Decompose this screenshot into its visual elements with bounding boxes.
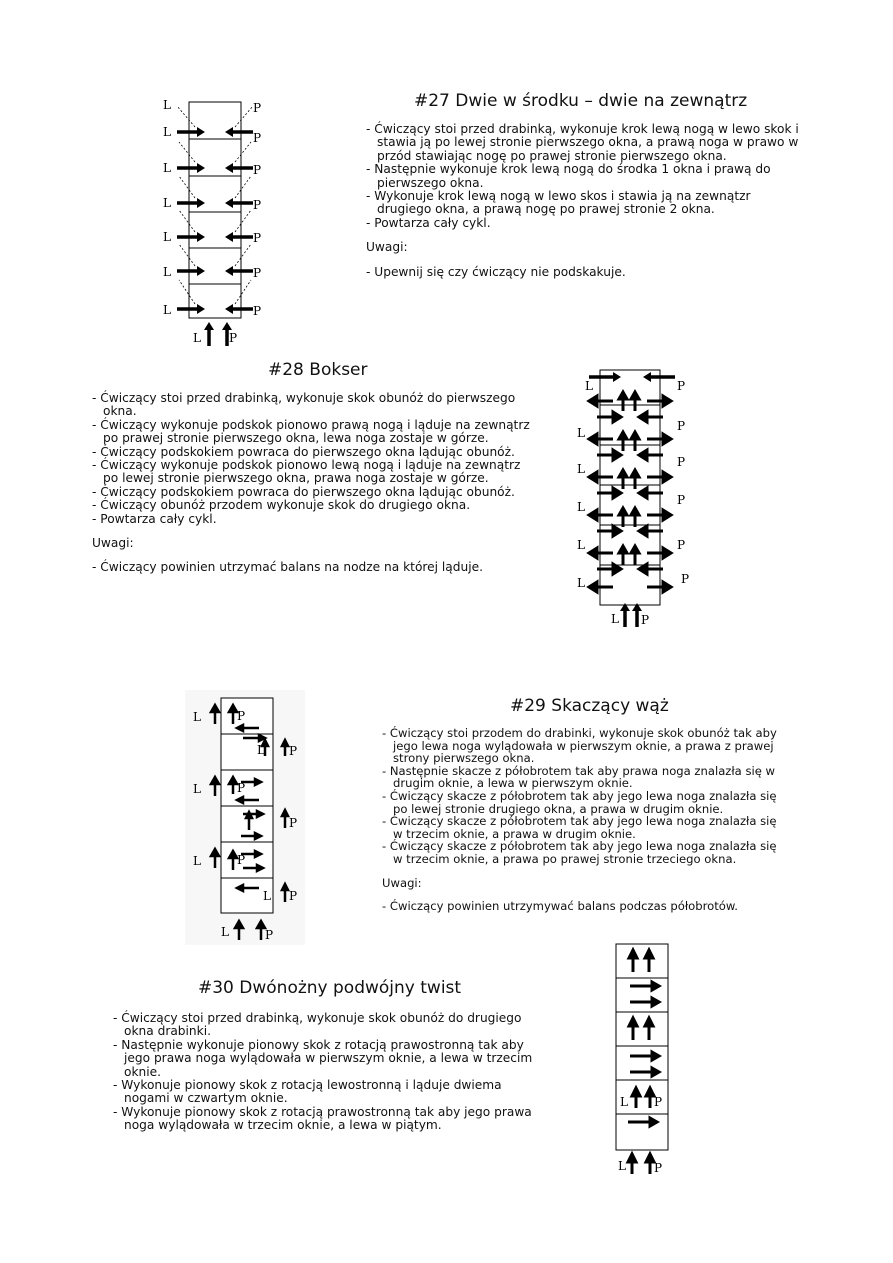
list-item: - Następnie wykonuje krok lewą nogą do środka 1 okna i prawą do pierwszego okna.	[366, 163, 806, 190]
section-27-notes	[366, 266, 806, 279]
list-item: - Ćwiczący wykonuje podskok pionowo lewą nogą i ląduje na zewnątrz po lewej stronie pierwszego okna, prawa noga zostaje w górze.	[92, 459, 532, 486]
svg-text:P: P	[253, 101, 262, 115]
svg-text:P: P	[237, 853, 246, 867]
svg-text:L: L	[193, 854, 201, 868]
svg-text:P: P	[289, 744, 298, 758]
svg-text:P: P	[641, 613, 650, 627]
svg-text:L: L	[193, 782, 201, 796]
svg-text:L: L	[577, 426, 585, 440]
svg-text:P: P	[229, 331, 238, 345]
svg-text:L: L	[257, 743, 265, 757]
ladder-diagram-29	[185, 690, 305, 945]
svg-text:L: L	[163, 98, 171, 112]
section-30-steps	[113, 1012, 548, 1133]
list-item: - Powtarza cały cykl.	[92, 513, 532, 526]
figure-29	[185, 690, 305, 945]
list-item: - Upewnij się czy ćwiczący nie podskakuje.	[366, 266, 806, 279]
svg-text:P: P	[654, 1161, 663, 1175]
list-item: - Ćwiczący skacze z półobrotem tak aby jego lewa noga znalazła się w trzecim oknie, a prawa po prawej stronie trzeciego okna.	[382, 840, 787, 865]
section-28-steps	[92, 392, 532, 526]
svg-text:P: P	[289, 816, 298, 830]
svg-text:L: L	[193, 331, 201, 345]
notes-label: Uwagi:	[382, 875, 422, 890]
svg-text:P: P	[253, 304, 262, 318]
section-29-steps	[382, 727, 787, 866]
svg-text:P: P	[237, 781, 246, 795]
svg-text:P: P	[253, 131, 262, 145]
section-28-notes	[92, 561, 532, 574]
list-item: - Ćwiczący skacze z półobrotem tak aby jego lewa noga znalazła się w trzecim oknie, a prawa w drugim oknie.	[382, 815, 787, 840]
section-27-text	[366, 123, 806, 279]
svg-text:P: P	[289, 889, 298, 903]
notes-label: Uwagi:	[92, 536, 134, 551]
list-item: - Ćwiczący podskokiem powraca do pierwszego okna lądując obunóż.	[92, 486, 532, 499]
list-item: - Ćwiczący wykonuje podskok pionowo prawą nogą i ląduje na zewnątrz po prawej stronie pierwszego okna, lewa noga zostaje w górze.	[92, 419, 532, 446]
figure-30	[612, 942, 672, 1177]
section-28-title: #28 Bokser	[268, 360, 368, 380]
svg-text:L: L	[163, 230, 171, 244]
svg-text:P: P	[265, 928, 274, 942]
section-27-title: #27 Dwie w środku – dwie na zewnątrz	[414, 91, 748, 111]
svg-text:P: P	[253, 198, 262, 212]
svg-text:L: L	[163, 303, 171, 317]
list-item: - Ćwiczący stoi przed drabinką, wykonuje skok obunóż do drugiego okna drabinki.	[113, 1012, 548, 1039]
section-29-notes	[382, 900, 787, 913]
section-28-text	[92, 392, 532, 575]
svg-text:L: L	[193, 710, 201, 724]
svg-text:L: L	[620, 1095, 628, 1109]
svg-text:L: L	[585, 379, 593, 393]
svg-text:L: L	[163, 125, 171, 139]
svg-text:L: L	[163, 161, 171, 175]
section-30-title: #30 Dwónożny podwójny twist	[198, 978, 462, 998]
list-item: - Powtarza cały cykl.	[366, 217, 806, 230]
list-item: - Ćwiczący stoi przed drabinką, wykonuje skok obunóż do pierwszego okna.	[92, 392, 532, 419]
figure-28	[575, 365, 700, 630]
svg-text:P: P	[237, 709, 246, 723]
list-item: - Ćwiczący stoi przodem do drabinki, wykonuje skok obunóż tak aby jego lewa noga wylądowała w pierwszym oknie, a prawa z prawej strony pierwszego okna.	[382, 727, 787, 765]
list-item: - Wykonuje krok lewą nogą w lewo skos i stawia ją na zewnątzr drugiego okna, a prawą nogę po prawej stronie 2 okna.	[366, 190, 806, 217]
notes-label: Uwagi:	[366, 240, 408, 255]
svg-text:P: P	[677, 419, 686, 433]
list-item: - Ćwiczący obunóż przodem wykonuje skok do drugiego okna.	[92, 499, 532, 512]
svg-text:L: L	[577, 462, 585, 476]
svg-text:L: L	[577, 538, 585, 552]
list-item: - Wykonuje pionowy skok z rotacją lewostronną i ląduje dwiema nogami w czwartym oknie.	[113, 1079, 548, 1106]
section-29-text	[382, 727, 787, 913]
ladder-diagram-28	[575, 365, 700, 630]
svg-text:P: P	[677, 379, 686, 393]
svg-text:L: L	[577, 500, 585, 514]
section-29-title: #29 Skaczący wąż	[510, 696, 669, 716]
svg-text:P: P	[253, 266, 262, 280]
svg-text:L: L	[163, 196, 171, 210]
svg-text:L: L	[221, 925, 229, 939]
list-item: - Ćwiczący skacze z półobrotem tak aby jego lewa noga znalazła się po lewej stronie drugiego okna, a prawa w drugim oknie.	[382, 790, 787, 815]
ladder-diagram-30	[612, 942, 672, 1177]
figure-27	[155, 92, 270, 347]
list-item: - Następnie skacze z półobrotem tak aby prawa noga znalazła się w drugim oknie, a lewa w pierwszym oknie.	[382, 765, 787, 790]
list-item: - Następnie wykonuje pionowy skok z rotacją prawostronną tak aby jego prawa noga wylądowała w pierwszym oknie, a lewa w trzecim oknie.	[113, 1039, 548, 1079]
ladder-diagram-27	[155, 92, 270, 347]
svg-text:L: L	[611, 612, 619, 626]
list-item: - Ćwiczący powinien utrzymywać balans podczas półobrotów.	[382, 900, 787, 913]
list-item: - Ćwiczący powinien utrzymać balans na nodze na której ląduje.	[92, 561, 532, 574]
svg-text:P: P	[677, 538, 686, 552]
list-item: - Ćwiczący stoi przed drabinką, wykonuje krok lewą nogą w lewo skok i stawia ją po lewej stronie pierwszego okna, a prawą noga w prawo w przód stawiając nogę po prawej stronie pierwszego okna.	[366, 123, 806, 163]
list-item: - Wykonuje pionowy skok z rotacją prawostronną tak aby jego prawa noga wylądowała w trzecim oknie, a lewa w piątym.	[113, 1106, 548, 1133]
section-27-steps	[366, 123, 806, 230]
svg-text:P: P	[654, 1095, 663, 1109]
svg-text:L: L	[577, 576, 585, 590]
section-30-text	[113, 1012, 548, 1133]
svg-text:P: P	[253, 231, 262, 245]
list-item: - Ćwiczący podskokiem powraca do pierwszego okna lądując obunóż.	[92, 446, 532, 459]
svg-text:P: P	[677, 455, 686, 469]
svg-text:L: L	[618, 1159, 626, 1173]
svg-text:L: L	[163, 265, 171, 279]
svg-text:P: P	[677, 493, 686, 507]
svg-text:P: P	[253, 163, 262, 177]
svg-text:P: P	[681, 572, 690, 586]
svg-text:L: L	[263, 889, 271, 903]
